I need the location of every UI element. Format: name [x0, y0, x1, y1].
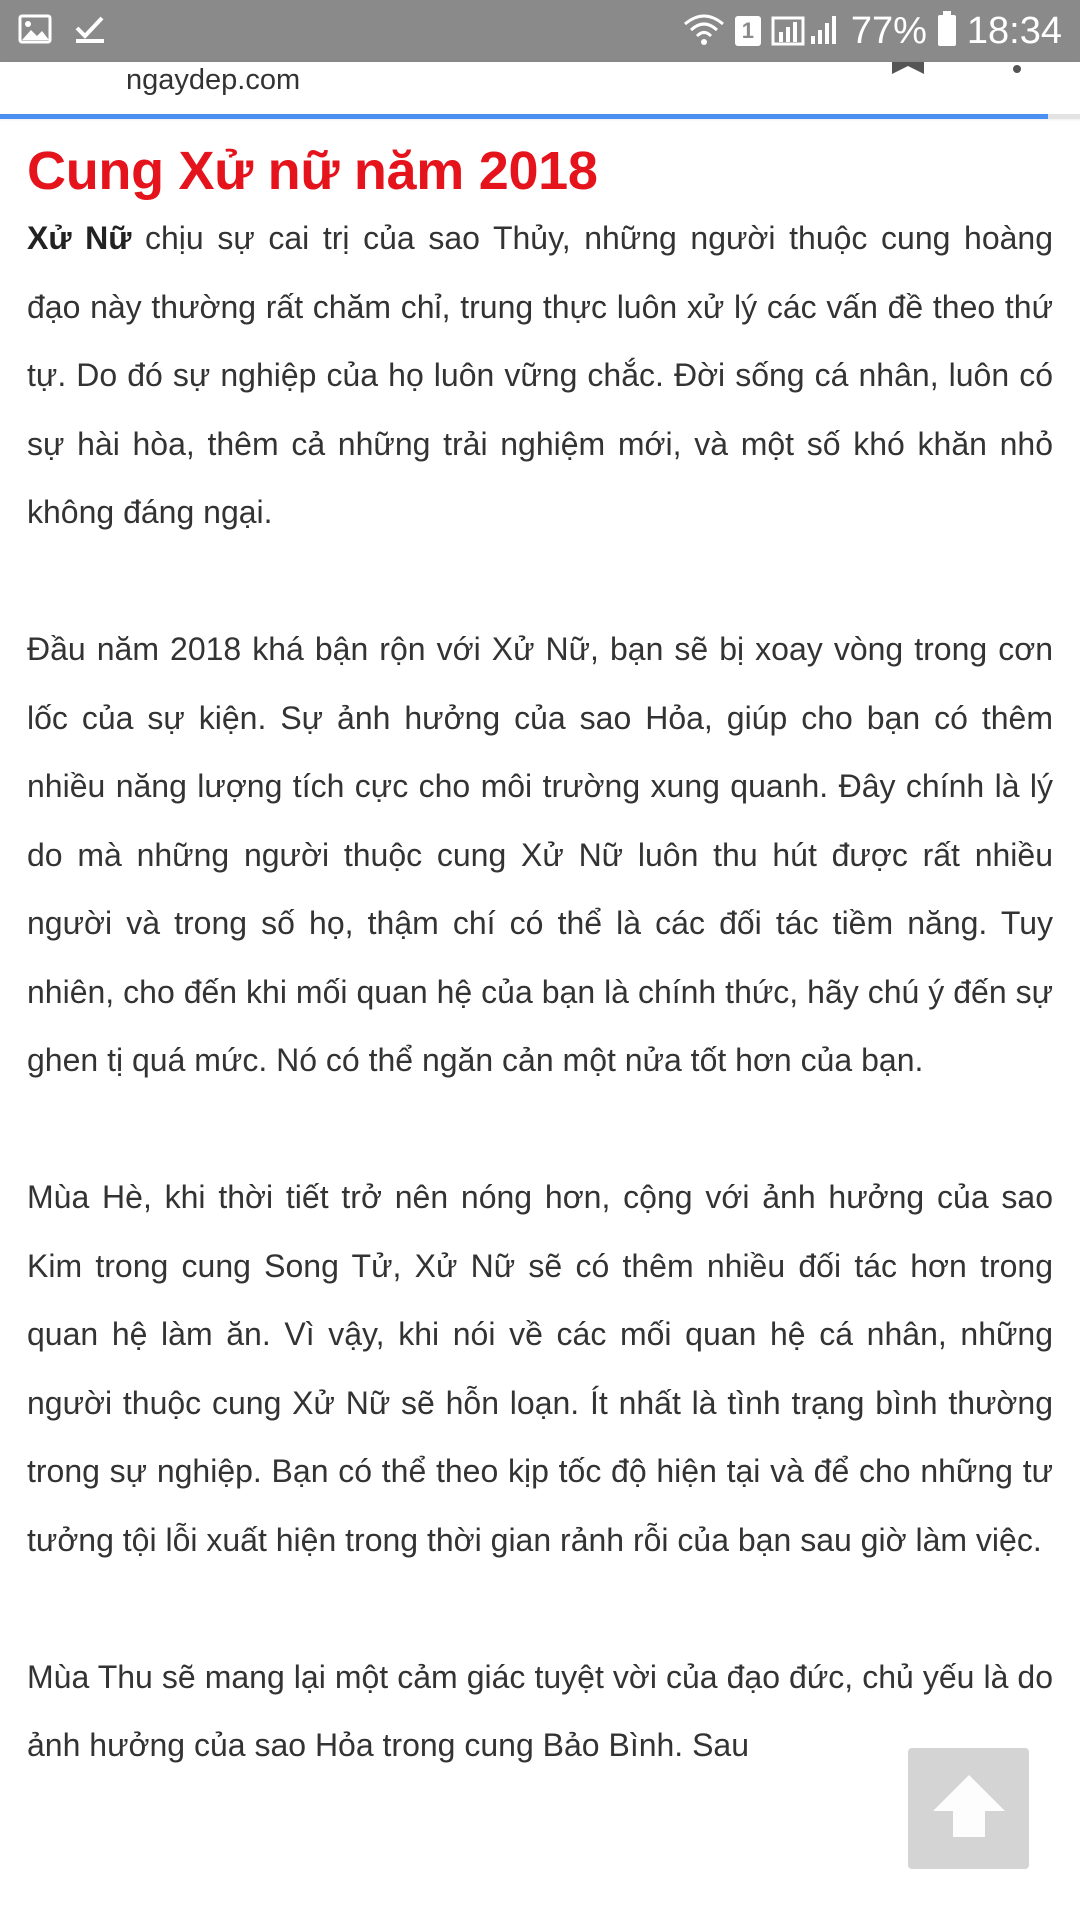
back-to-top-button[interactable] — [908, 1748, 1029, 1869]
url-text[interactable]: ngaydep.com — [126, 64, 301, 96]
article-paragraph: Đầu năm 2018 khá bận rộn với Xử Nữ, bạn sẽ bị xoay vòng trong cơn lốc của sự kiện. Sự ảnh hưởng của sao Hỏa, giúp cho bạn có thêm nhiều năng lượng tích cực cho môi trường xung quanh. Đây chính là lý do mà những người thuộc cung Xử Nữ luôn thu hút được rất nhiều người và trong số họ, thậm chí có thể là các đối tác tiềm năng. Tuy nhiên, cho đến khi mối quan hệ của bạn là chính thức, hãy chú ý đến sự ghen tị quá mức. Nó có thể ngăn cản một nửa tốt hơn của bạn. — [27, 631, 1053, 1078]
status-bar — [0, 0, 1080, 62]
arrow-up-icon — [929, 1771, 1009, 1846]
wifi-icon — [683, 12, 725, 51]
article-title: Cung Xử nữ năm 2018 — [27, 141, 598, 201]
article — [27, 140, 1053, 1780]
page-load-progress-fill — [0, 114, 1048, 119]
battery-icon — [937, 11, 957, 52]
signal-icon — [771, 12, 841, 51]
article-paragraph: Mùa Thu sẽ mang lại một cảm giác tuyệt vời của đạo đức, chủ yếu là do ảnh hưởng của sao Hỏa trong cung Bảo Bình. Sau — [27, 1658, 1053, 1763]
page-load-progress — [0, 114, 1080, 119]
browser-toolbar — [0, 62, 1080, 116]
clock: 18:34 — [966, 10, 1062, 52]
status-system — [683, 11, 1062, 52]
paragraph-text: chịu sự cai trị của sao Thủy, những người thuộc cung hoàng đạo này thường rất chăm chỉ, trung thực luôn xử lý các vấn đề theo thứ tự. Do đó sự nghiệp của họ luôn vững chắc. Đời sống cá nhân, luôn có sự hài hòa, thêm cả những trải nghiệm mới, và một số khó khăn nhỏ không đáng ngại. — [27, 220, 1054, 530]
battery-percent: 77% — [850, 10, 927, 52]
check-icon — [74, 14, 106, 49]
paragraph-lead: Xử Nữ — [27, 220, 132, 256]
menu-icon[interactable] — [1010, 62, 1024, 80]
status-notifications — [18, 14, 106, 49]
article-paragraph — [27, 204, 1053, 547]
gallery-icon — [18, 14, 52, 49]
bookmark-icon[interactable] — [886, 62, 930, 81]
article-paragraph: Mùa Hè, khi thời tiết trở nên nóng hơn, cộng với ảnh hưởng của sao Kim trong cung Song Tử, Xử Nữ sẽ có thêm nhiều đối tác hơn trong quan hệ làm ăn. Vì vậy, khi nói về các mối quan hệ cá nhân, những người thuộc cung Xử Nữ sẽ hỗn loạn. Ít nhất là tình trạng bình thường trong sự nghiệp. Bạn có thể theo kịp tốc độ hiện tại và để cho những tư tưởng tội lỗi xuất hiện trong thời gian rảnh rỗi của bạn sau giờ làm việc. — [27, 1179, 1053, 1558]
sim-badge: 1 — [735, 16, 761, 46]
